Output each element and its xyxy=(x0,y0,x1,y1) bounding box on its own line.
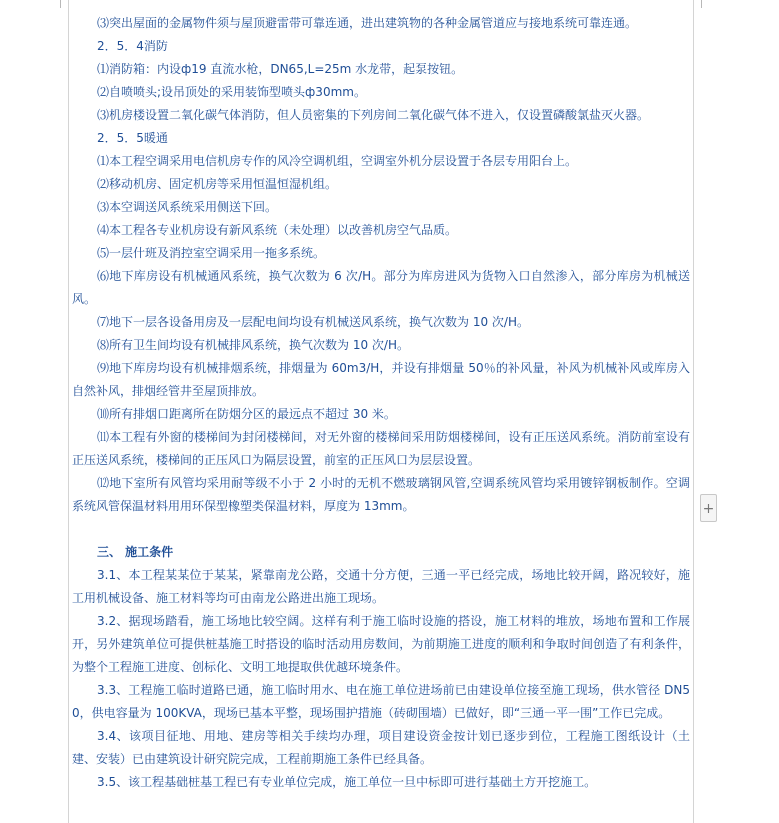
paragraph: 3.1、本工程某某位于某某，紧靠南龙公路，交通十分方便，三通一平已经完成，场地比较开阔，路况较好，施工用机械设备、施工材料等均可由南龙公路进出施工现场。 xyxy=(72,568,690,605)
paragraph: ⑽所有排烟口距离所在防烟分区的最远点不超过 30 米。 xyxy=(97,407,396,421)
paragraph: ⑿地下室所有风管均采用耐等级不小于 2 小时的无机不燃玻璃钢风管,空调系统风管均采用镀锌钢板制作。空调系统风管保温材料用用环保型橡塑类保温材料，厚度为 13mm。 xyxy=(72,476,690,513)
blank-line xyxy=(72,518,690,541)
paragraph: ⑵自喷喷头;设吊顶处的采用装饰型喷头ф30mm。 xyxy=(97,85,366,99)
subsection-heading: 2．5．4消防 xyxy=(97,39,168,53)
paragraph: ⑸一层什班及消控室空调采用一拖多系统。 xyxy=(97,246,326,260)
crop-mark xyxy=(701,0,702,8)
paragraph: ⑶机房楼设置二氧化碳气体消防，但人员密集的下列房间二氧化碳气体不进入，仅设置磷酸氯盐灭火器。 xyxy=(97,108,650,122)
paragraph: ⑺地下一层各设备用房及一层配电间均设有机械送风系统，换气次数为 10 次/H。 xyxy=(97,315,529,329)
section-heading: 三、 施工条件 xyxy=(97,545,174,559)
paragraph: 3.3、工程施工临时道路已通，施工临时用水、电在施工单位进场前已由建设单位接至施工现场，供水管径 DN50，供电容量为 100KVA，现场已基本平整，现场围护措施（砖砌围墙）已做好，即“三通一平一围”工作已完成。 xyxy=(72,683,690,720)
paragraph: ⑴本工程空调采用电信机房专作的风冷空调机组，空调室外机分层设置于各层专用阳台上。 xyxy=(97,154,578,168)
paragraph: ⑼地下库房均设有机械排烟系统，排烟量为 60m3/H，并设有排烟量 50％的补风量，补风为机械补风或库房入自然补风，排烟经管井至屋顶排放。 xyxy=(72,361,691,398)
paragraph: 3.4、该项目征地、用地、建房等相关手续均办理，项目建设资金按计划已逐步到位，工程施工图纸设计（土建、安装）已由建筑设计研究院完成，工程前期施工条件已经具备。 xyxy=(72,729,690,766)
paragraph: 3.2、据现场踏看，施工场地比较空阔。这样有利于施工临时设施的搭设，施工材料的堆放，场地布置和工作展开，另外建筑单位可提供桩基施工时搭设的临时活动用房数间，为前期施工进度的顺利和争取时间创造了有利条件，为整个工程施工进度、创标化、文明工地提取供优越环境条件。 xyxy=(72,614,690,674)
paragraph: ⑾本工程有外窗的楼梯间为封闭楼梯间，对无外窗的楼梯间采用防烟楼梯间，设有正压送风系统。消防前室设有正压送风系统，楼梯间的正压风口为隔层设置，前室的正压风口为层层设置。 xyxy=(72,430,690,467)
paragraph: ⑵移动机房、固定机房等采用恒温恒湿机组。 xyxy=(97,177,338,191)
paragraph: 3.5、该工程基础桩基工程已有专业单位完成，施工单位一旦中标即可进行基础土方开挖施工。 xyxy=(97,775,597,789)
paragraph: ⑴消防箱：内设ф19 直流水枪，DN65,L=25m 水龙带，起泵按钮。 xyxy=(97,62,464,76)
paragraph: ⑹地下库房设有机械通风系统，换气次数为 6 次/H。部分为库房进风为货物入口自然渗入，部分库房为机械送风。 xyxy=(72,269,690,306)
crop-mark xyxy=(60,0,61,8)
paragraph: ⑷本工程各专业机房设有新风系统（未处理）以改善机房空气品质。 xyxy=(97,223,458,237)
subsection-heading: 2．5．5暖通 xyxy=(97,131,168,145)
page-content xyxy=(72,12,690,794)
paragraph: ⑶突出屋面的金属物件须与屋顶避雷带可靠连通，进出建筑物的各种金属管道应与接地系统可靠连通。 xyxy=(97,16,638,30)
paragraph: ⑻所有卫生间均设有机械排风系统，换气次数为 10 次/H。 xyxy=(97,338,409,352)
expand-button[interactable]: + xyxy=(700,494,717,522)
paragraph: ⑶本空调送风系统采用侧送下回。 xyxy=(97,200,278,214)
